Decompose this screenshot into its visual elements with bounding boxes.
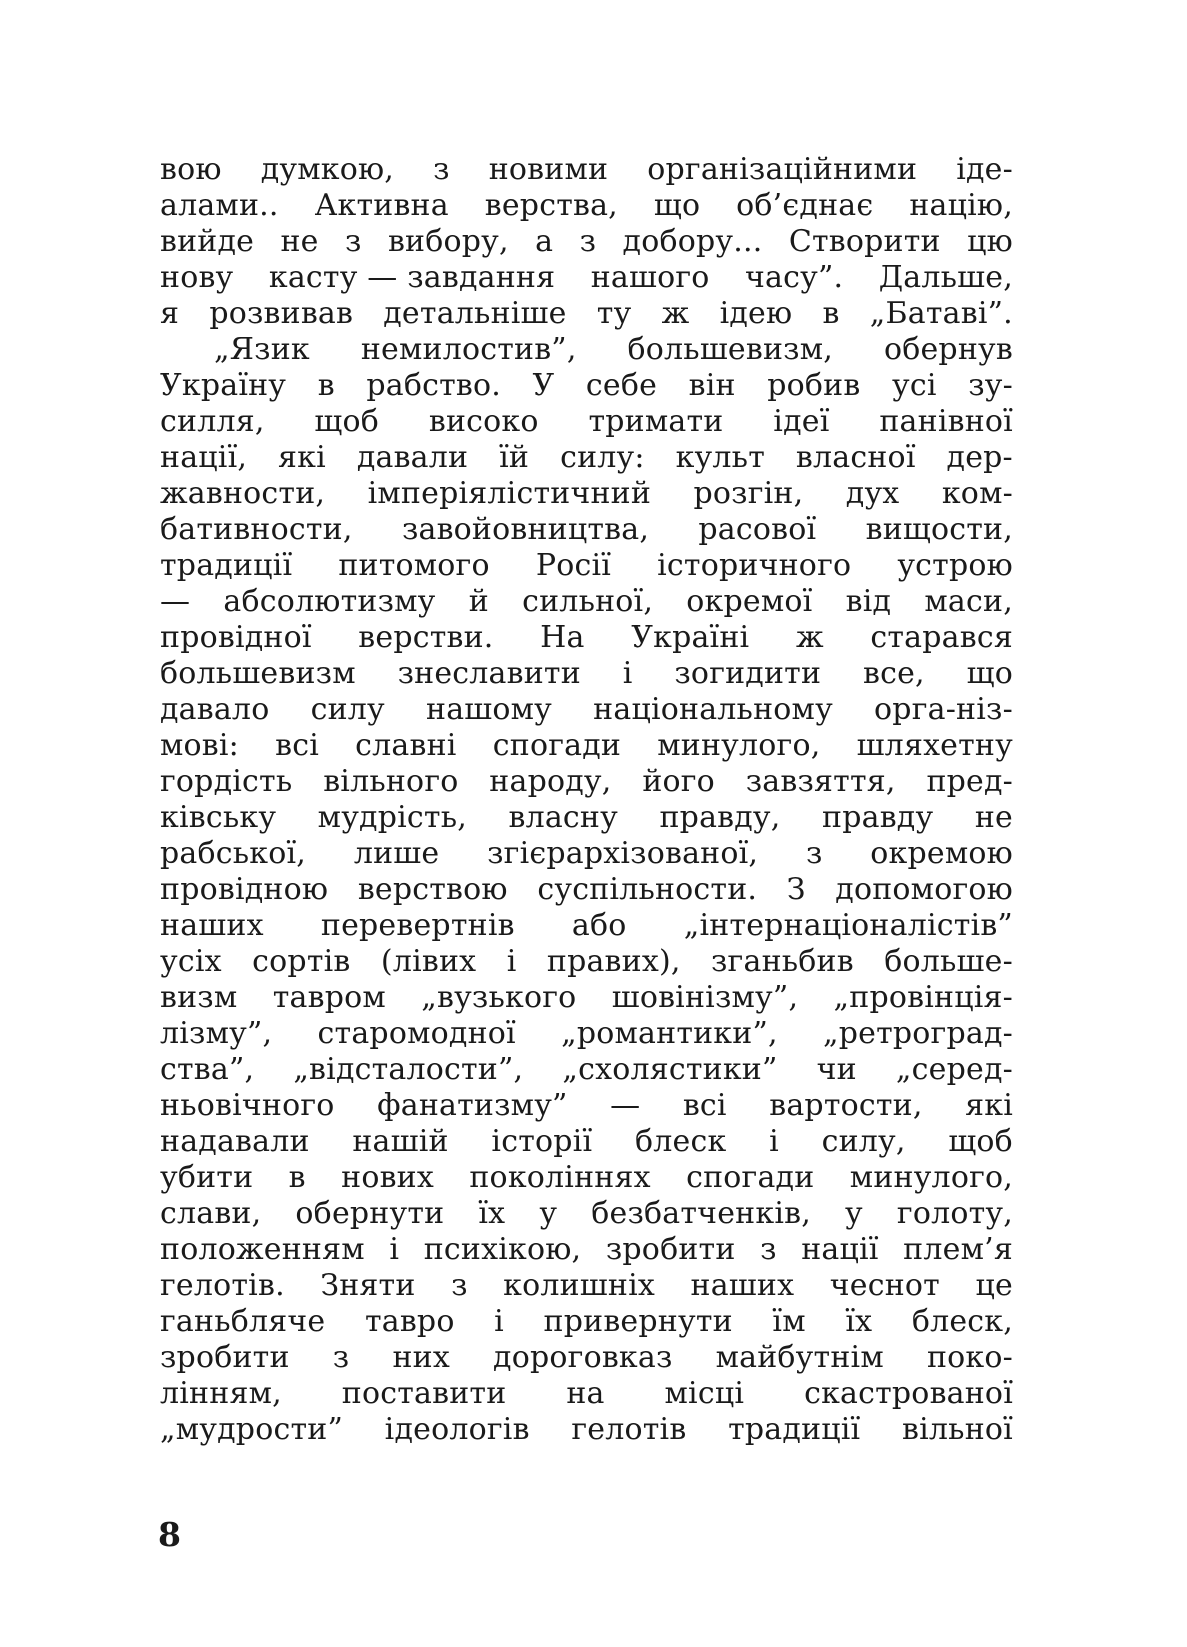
word: Зняти	[320, 1268, 416, 1303]
word: Україні	[631, 620, 750, 655]
word: і	[389, 1232, 400, 1267]
word: вою	[160, 152, 222, 187]
word: Росії	[535, 548, 612, 583]
word: не	[280, 224, 319, 259]
word: нових	[341, 1160, 434, 1195]
word: вищости,	[865, 512, 1013, 547]
word: які	[965, 1088, 1013, 1123]
word: вийде	[160, 224, 255, 259]
word: поставити	[341, 1376, 507, 1411]
word: Створити	[788, 224, 941, 259]
word: гелотів.	[160, 1268, 285, 1303]
word: орга-ніз-	[874, 692, 1013, 727]
word: майбутнім	[715, 1340, 884, 1375]
word: вартости,	[769, 1088, 923, 1123]
word: суспільности.	[537, 872, 758, 907]
word: зробити	[605, 1232, 736, 1267]
word: нації,	[160, 440, 248, 475]
word: нашому	[426, 692, 553, 727]
text-line	[160, 548, 1013, 584]
text-line	[160, 1052, 1013, 1088]
word: мові:	[160, 728, 239, 763]
word: На	[540, 620, 585, 655]
word: тримати	[588, 404, 724, 439]
word: верстви.	[358, 620, 494, 655]
text-line	[160, 800, 1013, 836]
word: місці	[664, 1376, 745, 1411]
text-line	[160, 260, 1013, 296]
word: касту — завдання	[268, 260, 556, 295]
word: це	[975, 1268, 1013, 1303]
word: всі	[682, 1088, 727, 1123]
word: „провінція-	[833, 980, 1013, 1015]
word: сильної,	[522, 584, 654, 619]
word: сортів	[252, 944, 351, 979]
word: панівної	[879, 404, 1013, 439]
word: Активна	[314, 188, 449, 223]
word: „мудрости”	[160, 1412, 343, 1447]
word: поколіннях	[469, 1160, 651, 1195]
word: наших	[690, 1268, 795, 1303]
word: обернув	[883, 332, 1013, 367]
word: з	[579, 224, 597, 259]
word: „ретроград-	[823, 1016, 1013, 1051]
word: провідної	[160, 620, 312, 655]
word: національному	[593, 692, 833, 727]
word: з	[451, 1268, 468, 1303]
word: детальніше	[383, 296, 567, 331]
word: які	[278, 440, 326, 475]
word: він	[688, 368, 736, 403]
word: себе	[585, 368, 658, 403]
word: його	[642, 764, 715, 799]
text-line	[160, 368, 1013, 404]
word: вільного	[323, 764, 459, 799]
word: ту	[596, 296, 632, 331]
word: окремою	[870, 836, 1013, 871]
word: силля,	[160, 404, 265, 439]
word: спогади	[492, 728, 622, 763]
word: ж	[661, 296, 690, 331]
text-line	[160, 1412, 1013, 1448]
text-line	[160, 404, 1013, 440]
text-line	[160, 620, 1013, 656]
word: рабської,	[160, 836, 307, 871]
word: від	[845, 584, 892, 619]
word: добору...	[622, 224, 763, 259]
word: в	[317, 368, 335, 403]
text-line	[160, 440, 1013, 476]
word: думкою,	[260, 152, 395, 187]
word: поко-	[926, 1340, 1013, 1375]
word: спогади	[686, 1160, 815, 1195]
word: голоту,	[896, 1196, 1013, 1231]
word: старомодної	[317, 1016, 516, 1051]
word: робив	[767, 368, 861, 403]
word: з	[433, 152, 450, 187]
word: минулого,	[657, 728, 821, 763]
word: минулого,	[849, 1160, 1013, 1195]
word: знеславити	[397, 656, 581, 691]
word: щоб	[314, 404, 380, 439]
word: допомогою	[835, 872, 1013, 907]
word: колишніх	[503, 1268, 656, 1303]
word: чеснот	[829, 1268, 940, 1303]
word: абсолютизму	[223, 584, 436, 619]
word: них	[392, 1340, 450, 1375]
word: питомого	[338, 548, 490, 583]
word: ком-	[941, 476, 1013, 511]
text-line	[160, 224, 1013, 260]
word: наших	[160, 908, 264, 943]
word: ньовічного	[160, 1088, 335, 1123]
word: расової	[698, 512, 817, 547]
word: —	[160, 584, 191, 619]
word: або	[571, 908, 627, 943]
word: розгін,	[693, 476, 804, 511]
word: силу:	[560, 440, 645, 475]
word: завзяття,	[745, 764, 896, 799]
page-number: 8	[158, 1515, 181, 1554]
word: імперіялістичний	[367, 476, 652, 511]
word: скастрованої	[804, 1376, 1013, 1411]
word: нації	[801, 1232, 879, 1267]
text-line	[160, 980, 1013, 1016]
text-line	[160, 296, 1013, 332]
word: фанатизму”	[377, 1088, 568, 1123]
word: большевизм	[160, 656, 356, 691]
word: їй	[499, 440, 530, 475]
word: вибору,	[387, 224, 509, 259]
text-line	[160, 152, 1013, 188]
word: „серед-	[895, 1052, 1013, 1087]
word: жавности,	[160, 476, 326, 511]
word: часу”.	[745, 260, 844, 295]
word: провідною	[160, 872, 329, 907]
word: давало	[160, 692, 270, 727]
word: нову	[160, 260, 234, 295]
word: дух	[845, 476, 900, 511]
word: іде-	[956, 152, 1013, 187]
word: зу-	[968, 368, 1013, 403]
word: нашій	[352, 1124, 449, 1159]
word: усіх	[160, 944, 222, 979]
word: привернути	[543, 1304, 733, 1339]
text-line	[160, 1124, 1013, 1160]
word: „інтернаціоналістів”	[683, 908, 1013, 943]
word: У	[532, 368, 555, 403]
text-line	[160, 1088, 1013, 1124]
word: все,	[863, 656, 925, 691]
word: давали	[356, 440, 469, 475]
text-line	[160, 692, 1013, 728]
word: високо	[428, 404, 539, 439]
word: їх	[845, 1304, 873, 1339]
word: шовінізму”,	[611, 980, 799, 1015]
text-line	[160, 512, 1013, 548]
word: верствою	[357, 872, 508, 907]
word: історичного	[657, 548, 852, 583]
word: історії	[491, 1124, 593, 1159]
word: а	[535, 224, 554, 259]
word: і	[622, 656, 633, 691]
word: шляхетну	[856, 728, 1013, 763]
word: блеск,	[911, 1304, 1013, 1339]
word: в	[288, 1160, 306, 1195]
text-line	[160, 1016, 1013, 1052]
word: і	[494, 1304, 504, 1339]
word: зганьбив	[711, 944, 854, 979]
word: розвивав	[209, 296, 354, 331]
word: цю	[967, 224, 1013, 259]
word: „Язик	[214, 332, 310, 367]
word: правду,	[659, 800, 781, 835]
word: лізму”,	[160, 1016, 273, 1051]
word: усі	[892, 368, 937, 403]
word: дер-	[946, 440, 1013, 475]
word: гелотів	[571, 1412, 687, 1447]
word: й	[468, 584, 489, 619]
word: немилостив”,	[360, 332, 577, 367]
word: (лівих	[380, 944, 477, 979]
word: Дальше,	[878, 260, 1013, 295]
word: маси,	[924, 584, 1013, 619]
word: мудрість,	[317, 800, 467, 835]
word: новими	[488, 152, 609, 187]
word: ідеї	[773, 404, 830, 439]
word: зогидити	[674, 656, 822, 691]
word: згієрархізованої,	[487, 836, 759, 871]
text-line	[160, 872, 1013, 908]
word: перевертнів	[320, 908, 515, 943]
word: бативности,	[160, 512, 353, 547]
word: всі	[275, 728, 320, 763]
word: з	[805, 836, 823, 871]
word: традиції	[160, 548, 293, 583]
word: і	[769, 1124, 779, 1159]
word: щоб	[948, 1124, 1013, 1159]
word: чи	[816, 1052, 857, 1087]
text-line	[160, 1340, 1013, 1376]
text-line	[160, 944, 1013, 980]
word: зробити	[160, 1340, 290, 1375]
word: „романтики”,	[561, 1016, 778, 1051]
word: обернути	[295, 1196, 445, 1231]
word: положенням	[160, 1232, 365, 1267]
word: вільної	[902, 1412, 1013, 1447]
word: власну	[508, 800, 618, 835]
word: З	[786, 872, 806, 907]
word: їх	[478, 1196, 506, 1231]
word: плем’я	[903, 1232, 1013, 1267]
text-line	[160, 908, 1013, 944]
word: пред-	[926, 764, 1013, 799]
word: ідеологів	[384, 1412, 530, 1447]
text-line	[160, 836, 1013, 872]
word: традиції	[728, 1412, 861, 1447]
word: що	[653, 188, 701, 223]
word: больше-	[884, 944, 1013, 979]
text-line	[160, 1304, 1013, 1340]
word: правих),	[546, 944, 681, 979]
word: з	[332, 1340, 350, 1375]
word: у	[845, 1196, 863, 1231]
word: большевизм,	[627, 332, 834, 367]
word: „вузького	[421, 980, 577, 1015]
word: правду	[822, 800, 934, 835]
word: ства”,	[160, 1052, 255, 1087]
word: тавро	[364, 1304, 455, 1339]
word: власної	[795, 440, 916, 475]
word: ж	[795, 620, 824, 655]
word: з	[760, 1232, 777, 1267]
word: „відсталости”,	[293, 1052, 524, 1087]
text-line	[160, 656, 1013, 692]
word: в	[822, 296, 840, 331]
word: слави,	[160, 1196, 262, 1231]
word: завойовництва,	[401, 512, 650, 547]
word: на	[566, 1376, 605, 1411]
text-line	[160, 1376, 1013, 1412]
word: безбатченків,	[591, 1196, 811, 1231]
word: лише	[353, 836, 440, 871]
word: націю,	[909, 188, 1013, 223]
word: організаційними	[647, 152, 918, 187]
word: народу,	[489, 764, 612, 799]
word: ідею	[719, 296, 793, 331]
word: „схолястики”	[562, 1052, 778, 1087]
word: визм	[160, 980, 238, 1015]
word: славні	[355, 728, 457, 763]
word: надавали	[160, 1124, 310, 1159]
word: „Батаві”.	[869, 296, 1013, 331]
word: рабство.	[366, 368, 501, 403]
word: верства,	[484, 188, 618, 223]
word: я	[160, 296, 180, 331]
word: не	[974, 800, 1013, 835]
text-line	[160, 1232, 1013, 1268]
word: лінням,	[160, 1376, 282, 1411]
word: нашого	[590, 260, 710, 295]
word: —	[610, 1088, 641, 1123]
word: алами..	[160, 188, 279, 223]
text-line	[160, 584, 1013, 620]
text-line	[160, 1160, 1013, 1196]
text-line	[160, 764, 1013, 800]
word: старався	[870, 620, 1013, 655]
word: у	[539, 1196, 558, 1231]
word: ганьбляче	[160, 1304, 326, 1339]
word: гордість	[160, 764, 293, 799]
text-line	[160, 332, 1013, 368]
word: Україну	[160, 368, 287, 403]
word: убити	[160, 1160, 254, 1195]
word: психікою,	[423, 1232, 582, 1267]
word: устрою	[897, 548, 1013, 583]
word: блеск	[634, 1124, 727, 1159]
text-line	[160, 1268, 1013, 1304]
text-line	[160, 188, 1013, 224]
word: і	[506, 944, 517, 979]
word: тавром	[272, 980, 386, 1015]
word: ківську	[160, 800, 277, 835]
word: дороговказ	[493, 1340, 673, 1375]
word: окремої	[686, 584, 813, 619]
word: силу,	[821, 1124, 906, 1159]
word: з	[345, 224, 362, 259]
text-line	[160, 728, 1013, 764]
word: культ	[675, 440, 765, 475]
word: об’єднає	[736, 188, 874, 223]
text-line	[160, 476, 1013, 512]
word: їм	[772, 1304, 806, 1339]
body-text	[160, 152, 1013, 1448]
word: силу	[310, 692, 385, 727]
word: що	[966, 656, 1013, 691]
text-line	[160, 1196, 1013, 1232]
